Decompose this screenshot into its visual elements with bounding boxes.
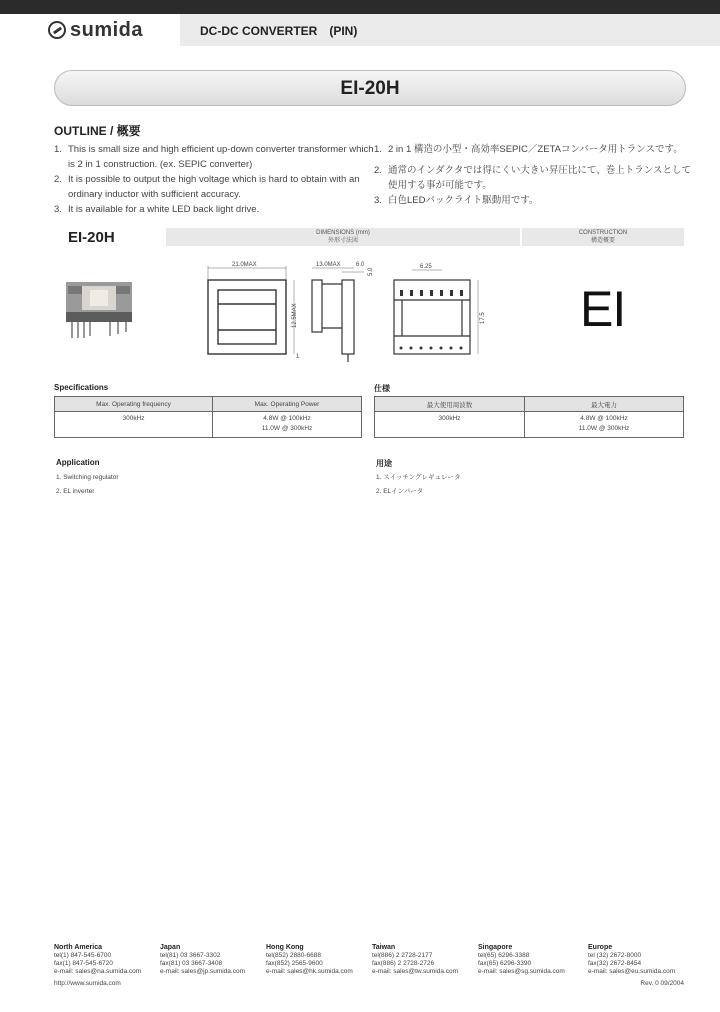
item-text: 白色LEDバックライト駆動用です。 — [388, 195, 539, 206]
office-tel: tel(81) 03 3667-3302 — [160, 952, 221, 959]
office-tel: tel(886) 2 2728-2177 — [372, 952, 433, 959]
page-title: EI-20H — [340, 78, 400, 99]
revision-label: Rev. 0 09/2004 — [640, 980, 684, 987]
office-email[interactable]: e-mail: sales@jp.sumida.com — [160, 968, 245, 975]
construction-type: EI — [580, 281, 626, 337]
power-value: 11.0W @ 300kHz — [261, 425, 313, 432]
power-value: 4.8W @ 100kHz — [580, 415, 628, 422]
office-contact — [266, 944, 353, 976]
sumida-logo-icon — [48, 21, 66, 39]
brand-name: sumida — [70, 18, 144, 41]
office-contact — [372, 944, 458, 976]
office-email[interactable]: e-mail: sales@na.sumida.com — [54, 968, 142, 975]
column-header: Max. Operating frequency — [55, 397, 213, 412]
specifications-table-en — [54, 396, 362, 438]
specifications-heading-jp: 仕様 — [374, 384, 390, 393]
item-number: 1. — [54, 144, 62, 155]
dim-width-label: 21.0MAX — [232, 262, 257, 268]
office-region: Taiwan — [372, 944, 396, 951]
website-link[interactable]: http://www.sumida.com — [54, 980, 121, 987]
outline-list-jp — [374, 142, 694, 208]
application-list-en — [56, 471, 119, 499]
dim-pitch-b-label: 5.0 — [368, 267, 374, 276]
office-email[interactable]: e-mail: sales@eu.sumida.com — [588, 968, 676, 975]
column-header: 最大使用周波数 — [375, 397, 525, 412]
dimensions-label-en: DIMENSIONS (mm) — [316, 230, 370, 236]
office-fax: fax(32) 2672-8454 — [588, 960, 642, 967]
list-item: 2. ELインバータ — [376, 488, 424, 495]
dim-pin-row-label: 6.25 — [420, 264, 432, 270]
list-item: 2. EL inverter — [56, 488, 95, 495]
item-number: 2. — [374, 165, 382, 176]
list-item — [374, 163, 694, 193]
model-label: EI-20H — [68, 229, 115, 246]
item-text: 2 in 1 構造の小型・高効率SEPIC／ZETAコンバータ用トランスです。 — [388, 144, 683, 155]
office-fax: fax(886) 2 2728-2726 — [372, 960, 435, 967]
office-region: Japan — [160, 944, 181, 951]
column-header: Max. Operating Power — [213, 397, 362, 412]
list-item: 1. Switching regulator — [56, 474, 119, 481]
item-text: It is available for a white LED back light drive. — [68, 204, 260, 215]
office-region: Hong Kong — [266, 944, 304, 951]
office-contact — [160, 944, 245, 976]
office-contact — [588, 944, 675, 976]
application-list-jp — [376, 471, 461, 499]
list-item — [374, 142, 694, 157]
outline-list-en — [54, 142, 374, 217]
office-fax: fax(81) 03 3667-3408 — [160, 960, 223, 967]
construction-header — [522, 228, 684, 246]
item-number: 3. — [374, 195, 382, 206]
office-contact — [478, 944, 565, 976]
office-tel: tel (32) 2672-8000 — [588, 952, 642, 959]
table-cell — [525, 412, 684, 438]
office-fax: fax(1) 847-545-6720 — [54, 960, 113, 967]
application-heading-en: Application — [56, 458, 100, 467]
office-contact — [54, 944, 141, 976]
list-item — [54, 202, 374, 217]
specifications-heading-en: Specifications — [54, 383, 109, 392]
item-number: 2. — [54, 174, 62, 185]
item-text: 通常のインダクタでは得にくい大きい昇圧比にて、巻上トランスとして使用する事が可能です。 — [388, 165, 691, 191]
dimensions-header — [166, 228, 520, 246]
header — [0, 14, 720, 46]
item-text: It is possible to output the high voltage which is hard to obtain with an ordinary inductor with sufficient accuracy. — [68, 174, 360, 200]
office-region: North America — [54, 944, 102, 951]
construction-label-jp: 構造概要 — [590, 238, 615, 244]
brand-logo — [48, 18, 143, 42]
pin-one-label: 1 — [296, 354, 300, 360]
office-tel: tel(65) 6296-3388 — [478, 952, 530, 959]
dim-height-label: 12.5MAX — [292, 303, 298, 328]
office-email[interactable]: e-mail: sales@tw.sumida.com — [372, 968, 459, 975]
table-cell — [213, 412, 362, 438]
title-bar — [54, 70, 686, 106]
power-value: 11.0W @ 300kHz — [578, 425, 630, 432]
dimension-drawing — [196, 258, 496, 368]
table-header-row — [375, 397, 684, 412]
table-cell: 300kHz — [55, 412, 213, 438]
item-text: This is small size and high efficient up-down converter transformer which is 2 in 1 construction. (ex. SEPIC converter) — [68, 144, 374, 170]
table-row — [55, 412, 362, 438]
transformer-photo — [62, 272, 138, 342]
office-email[interactable]: e-mail: sales@hk.sumida.com — [266, 968, 353, 975]
specifications-table-jp — [374, 396, 684, 438]
item-number: 1. — [374, 144, 382, 155]
office-region: Singapore — [478, 944, 513, 951]
list-item — [54, 142, 374, 172]
construction-label-en: CONSTRUCTION — [578, 230, 628, 236]
application-heading-jp: 用途 — [376, 459, 392, 468]
list-item: 1. スイッチングレギュレータ — [376, 474, 461, 481]
document-type: DC-DC CONVERTER (PIN) — [200, 24, 358, 38]
list-item — [374, 193, 694, 208]
table-cell: 300kHz — [375, 412, 525, 438]
office-fax: fax(65) 6296-3390 — [478, 960, 532, 967]
dimensions-label-jp: 外形寸法図 — [327, 238, 358, 244]
office-tel: tel(852) 2880-6688 — [266, 952, 321, 959]
office-fax: fax(852) 2565-9600 — [266, 960, 323, 967]
office-email[interactable]: e-mail: sales@sg.sumida.com — [478, 968, 565, 975]
power-value: 4.8W @ 100kHz — [263, 415, 311, 422]
outline-heading: OUTLINE / 概要 — [54, 124, 141, 138]
item-number: 3. — [54, 204, 62, 215]
dim-depth-label: 13.0MAX — [316, 262, 341, 268]
office-tel: tel(1) 847-545-6700 — [54, 952, 112, 959]
dim-pitch-a-label: 6.0 — [356, 262, 365, 268]
dim-right-height-label: 17.5 — [480, 312, 486, 324]
office-region: Europe — [588, 944, 613, 951]
table-header-row — [55, 397, 362, 412]
top-bar — [0, 0, 720, 14]
list-item — [54, 172, 374, 202]
column-header: 最大電力 — [525, 397, 684, 412]
table-row — [375, 412, 684, 438]
